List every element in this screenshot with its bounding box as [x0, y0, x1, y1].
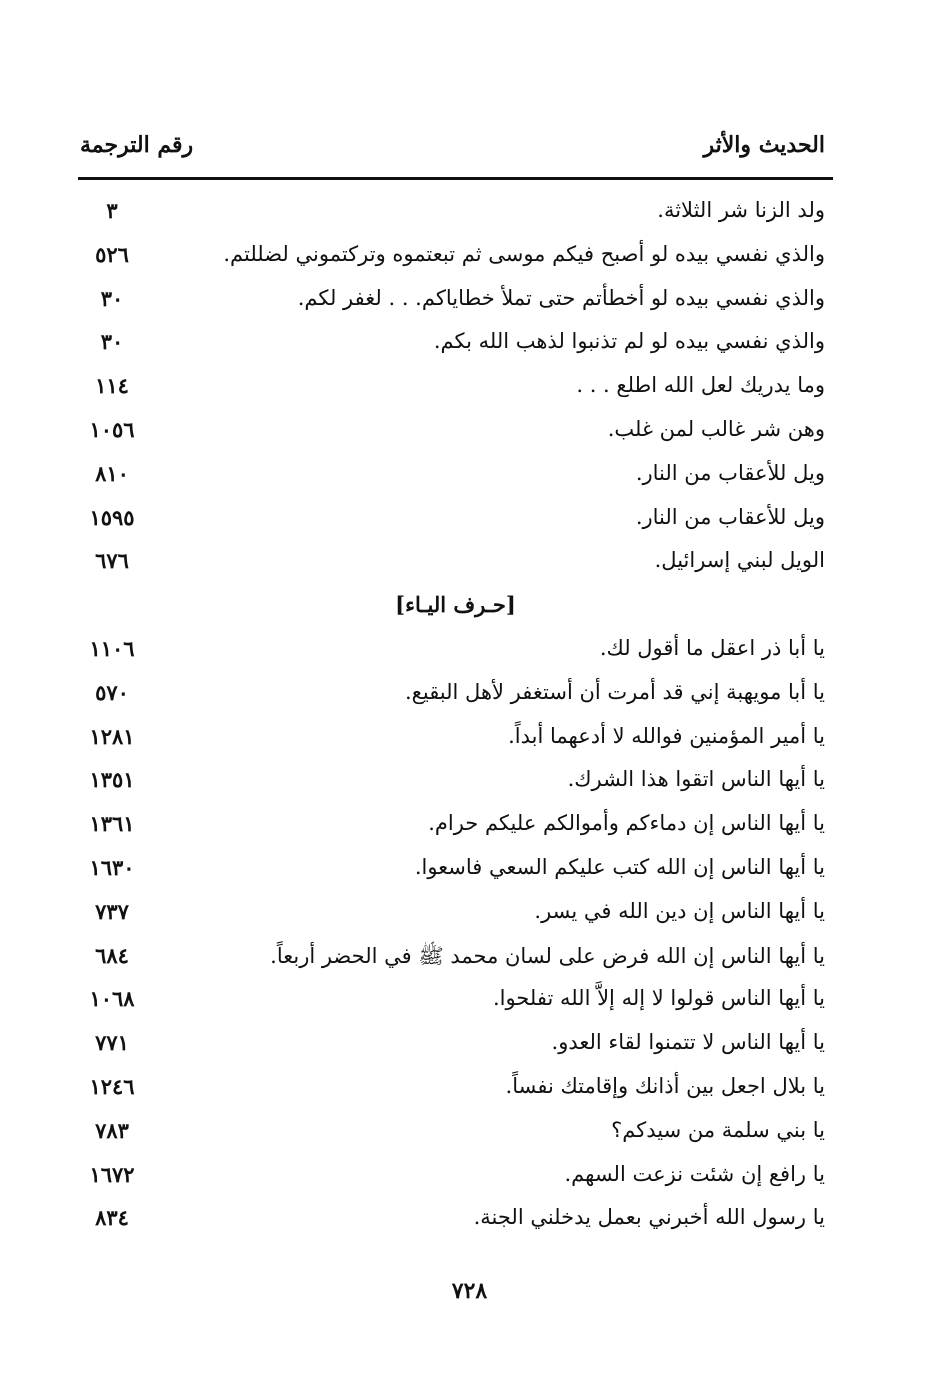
entry-number: ٨١٠: [95, 460, 129, 486]
entry-number: ١٥٩٥: [89, 504, 135, 530]
entry-text: والذي نفسي بيده لو أخطأتم حتى تملأ خطاياكم. . . لغفر لكم.: [297, 285, 825, 310]
index-entry: [78, 672, 833, 716]
entry-number: ٣٠: [100, 329, 124, 355]
entry-text: يا بني سلمة من سيدكم؟: [611, 1117, 825, 1142]
entry-number: ١٣٦١: [89, 811, 135, 837]
entry-number: ١٢٨١: [89, 723, 135, 749]
entry-text: يا أيها الناس اتقوا هذا الشرك.: [567, 767, 825, 792]
entry-text: والذي نفسي بيده لو لم تذنبوا لذهب الله بكم.: [433, 329, 825, 354]
entry-number: ١١٠٦: [89, 635, 135, 661]
entry-number: ٣٠: [100, 285, 124, 311]
entry-text: ويل للأعقاب من النار.: [635, 460, 825, 485]
entry-text: يا رسول الله أخبرني بعمل يدخلني الجنة.: [473, 1205, 825, 1230]
header-column-label: رقم الترجمة: [80, 132, 194, 158]
entry-number: ١٠٦٨: [89, 986, 135, 1012]
index-entry: [78, 847, 833, 891]
entry-text: يا أيها الناس إن دماءكم وأموالكم عليكم حرام.: [428, 811, 825, 836]
index-entry: [78, 278, 833, 322]
index-entry: [78, 628, 833, 672]
header-divider: [78, 177, 833, 180]
entry-text: يا رافع إن شئت نزعت السهم.: [564, 1161, 825, 1186]
entry-text: يا بلال اجعل بين أذانك وإقامتك نفساً.: [505, 1073, 825, 1098]
entry-number: ١٣٥١: [89, 767, 135, 793]
entry-number: ٦٨٤: [95, 942, 129, 968]
entry-text: يا أيها الناس قولوا لا إله إلاَّ الله تفلحوا.: [492, 986, 825, 1011]
entry-number: ١٢٤٦: [89, 1073, 135, 1099]
entry-number: ١١٤: [95, 373, 129, 399]
index-entry: [78, 1197, 833, 1241]
entry-text: والذي نفسي بيده لو أصبح فيكم موسى ثم تبعتموه وتركتموني لضللتم.: [223, 241, 825, 266]
entry-number: ١٠٥٦: [89, 416, 135, 442]
index-entry: [78, 803, 833, 847]
entry-text: يا أبا مويهبة إني قد أمرت أن أستغفر لأهل البقيع.: [405, 679, 825, 704]
entry-number: ٦٧٦: [95, 548, 129, 574]
index-entry: [78, 1022, 833, 1066]
index-entries: [78, 190, 833, 1241]
index-entry: [78, 716, 833, 760]
entry-text: يا أيها الناس إن دين الله في يسر.: [534, 898, 825, 923]
entry-text: وما يدريك لعل الله اطلع . . .: [576, 373, 825, 398]
entry-number: ١٦٧٢: [89, 1161, 135, 1187]
entry-text: يا أبا ذر اعقل ما أقول لك.: [599, 635, 825, 660]
entry-number: ١٦٣٠: [89, 854, 135, 880]
section-heading-row: [78, 584, 833, 628]
page-number: ٧٢٨: [451, 1278, 488, 1304]
index-entry: [78, 1066, 833, 1110]
index-entry: [78, 190, 833, 234]
entry-text: ويل للأعقاب من النار.: [635, 504, 825, 529]
entry-text: يا أيها الناس لا تتمنوا لقاء العدو.: [551, 1030, 825, 1055]
index-entry: [78, 540, 833, 584]
entry-text: الويل لبني إسرائيل.: [654, 548, 825, 573]
page-header: [78, 128, 833, 168]
entry-text: يا أمير المؤمنين فوالله لا أدعهما أبداً.: [508, 723, 825, 748]
entry-number: ٧٨٣: [95, 1117, 129, 1143]
entry-number: ٨٣٤: [95, 1205, 129, 1231]
entry-text: ولد الزنا شر الثلاثة.: [657, 198, 825, 222]
index-entry: [78, 365, 833, 409]
entry-text: وهن شر غالب لمن غلب.: [607, 416, 825, 441]
entry-text: يا أيها الناس إن الله كتب عليكم السعي فاسعوا.: [414, 854, 825, 879]
index-entry: [78, 453, 833, 497]
index-entry: [78, 321, 833, 365]
index-entry: [78, 1110, 833, 1154]
section-title: [حـرف اليـاء]: [395, 592, 516, 618]
entry-number: ٧٧١: [95, 1030, 129, 1056]
index-entry: [78, 759, 833, 803]
index-entry: [78, 891, 833, 935]
index-entry: [78, 409, 833, 453]
entry-number: ٥٧٠: [95, 679, 129, 705]
entry-number: ٣: [106, 198, 118, 223]
index-entry: [78, 935, 833, 979]
index-entry: [78, 497, 833, 541]
index-entry: [78, 1154, 833, 1198]
index-entry: [78, 978, 833, 1022]
header-title: الحديث والأثر: [703, 132, 825, 158]
index-entry: [78, 234, 833, 278]
entry-number: ٥٢٦: [95, 241, 129, 267]
entry-number: ٧٣٧: [95, 898, 129, 924]
entry-text: يا أيها الناس إن الله فرض على لسان محمد ﷺ في الحضر أربعاً.: [270, 943, 825, 968]
